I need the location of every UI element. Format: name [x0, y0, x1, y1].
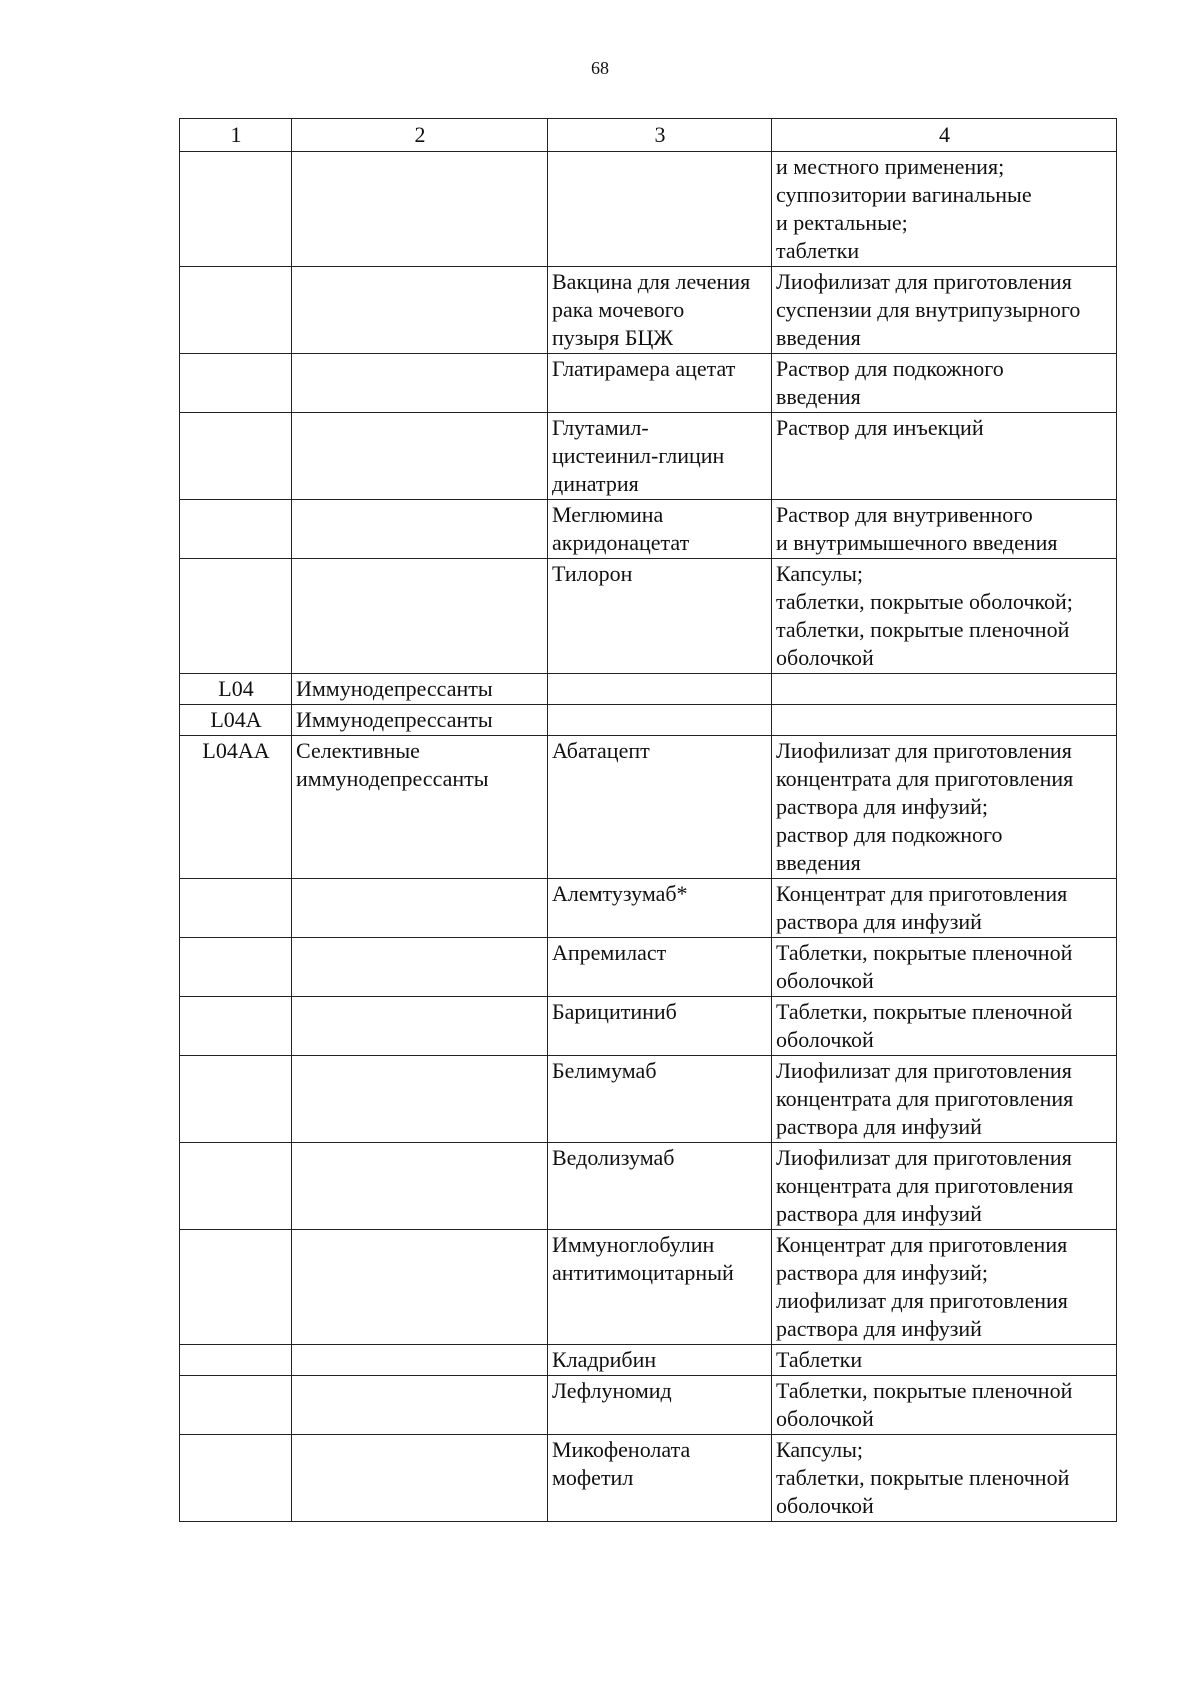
group-name-cell	[292, 500, 548, 559]
atc-code-cell	[180, 354, 292, 413]
drug-name-line: Белимумаб	[552, 1058, 657, 1083]
atc-code-cell	[180, 1143, 292, 1230]
dosage-forms-cell	[772, 705, 1117, 736]
dosage-forms-line: суппозитории вагинальные	[776, 182, 1032, 207]
drug-name-cell	[548, 938, 772, 997]
dosage-forms-cell	[772, 674, 1117, 705]
table-row	[180, 1143, 1117, 1230]
dosage-forms-line: раствора для инфузий;	[776, 794, 989, 819]
dosage-forms-cell	[772, 1435, 1117, 1522]
table-row	[180, 705, 1117, 736]
group-name-cell	[292, 1345, 548, 1376]
column-header-1: 1	[180, 119, 292, 152]
atc-code-cell	[180, 879, 292, 938]
group-name-line: иммунодепрессанты	[296, 766, 489, 791]
table-row	[180, 1230, 1117, 1345]
dosage-forms-line: раствора для инфузий	[776, 1201, 982, 1226]
drug-name-cell	[548, 152, 772, 267]
dosage-forms-cell	[772, 1376, 1117, 1435]
dosage-forms-line: Лиофилизат для приготовления	[776, 1058, 1072, 1083]
drug-name-line: Меглюмина	[552, 502, 664, 527]
atc-code-cell	[180, 1056, 292, 1143]
dosage-forms-line: оболочкой	[776, 968, 874, 993]
dosage-forms-line: оболочкой	[776, 1027, 874, 1052]
dosage-forms-line: концентрата для приготовления	[776, 1173, 1074, 1198]
column-header-2: 2	[292, 119, 548, 152]
dosage-forms-line: раствор для подкожного	[776, 822, 1003, 847]
drug-name-cell	[548, 674, 772, 705]
drug-name-line: Апремиласт	[552, 940, 667, 965]
dosage-forms-cell	[772, 879, 1117, 938]
drug-name-line: Вакцина для лечения	[552, 269, 751, 294]
dosage-forms-line: Лиофилизат для приготовления	[776, 738, 1072, 763]
drug-table	[179, 118, 1117, 1522]
table-row	[180, 938, 1117, 997]
dosage-forms-line: таблетки, покрытые пленочной	[776, 617, 1070, 642]
group-name-cell	[292, 559, 548, 674]
table-row	[180, 413, 1117, 500]
dosage-forms-line: лиофилизат для приготовления	[776, 1288, 1068, 1313]
group-name-cell	[292, 879, 548, 938]
group-name-cell	[292, 705, 548, 736]
drug-name-line: антитимоцитарный	[552, 1260, 734, 1285]
table-row	[180, 1376, 1117, 1435]
drug-name-line: рака мочевого	[552, 297, 685, 322]
drug-name-cell	[548, 354, 772, 413]
atc-code-cell	[180, 1230, 292, 1345]
atc-code-cell: L04AA	[180, 736, 292, 879]
drug-name-cell	[548, 1056, 772, 1143]
group-name-line: Селективные	[296, 738, 420, 763]
dosage-forms-cell	[772, 559, 1117, 674]
dosage-forms-line: Раствор для подкожного	[776, 356, 1004, 381]
page-number: 68	[591, 58, 609, 78]
dosage-forms-line: введения	[776, 325, 861, 350]
group-name-cell	[292, 997, 548, 1056]
table-row	[180, 354, 1117, 413]
dosage-forms-cell	[772, 736, 1117, 879]
dosage-forms-cell	[772, 500, 1117, 559]
dosage-forms-cell	[772, 1345, 1117, 1376]
drug-name-line: Барицитиниб	[552, 999, 677, 1024]
drug-name-cell	[548, 879, 772, 938]
group-name-cell	[292, 1230, 548, 1345]
dosage-forms-cell	[772, 152, 1117, 267]
drug-name-line: Абатацепт	[552, 738, 650, 763]
atc-code-cell	[180, 1435, 292, 1522]
group-name-cell	[292, 1435, 548, 1522]
atc-code-cell	[180, 1376, 292, 1435]
dosage-forms-cell	[772, 997, 1117, 1056]
drug-name-line: Лефлуномид	[552, 1378, 672, 1403]
drug-name-cell	[548, 736, 772, 879]
dosage-forms-line: оболочкой	[776, 645, 874, 670]
dosage-forms-line: Концентрат для приготовления	[776, 1232, 1068, 1257]
atc-code-cell	[180, 152, 292, 267]
dosage-forms-line: таблетки	[776, 238, 860, 263]
dosage-forms-cell	[772, 354, 1117, 413]
column-header-3: 3	[548, 119, 772, 152]
table-row	[180, 736, 1117, 879]
drug-name-cell	[548, 500, 772, 559]
group-name-line: Иммунодепрессанты	[296, 707, 493, 732]
dosage-forms-line: и ректальные;	[776, 210, 908, 235]
dosage-forms-line: Таблетки	[776, 1347, 863, 1372]
table-row	[180, 500, 1117, 559]
dosage-forms-line: Лиофилизат для приготовления	[776, 1145, 1072, 1170]
dosage-forms-cell	[772, 267, 1117, 354]
drug-name-cell	[548, 1345, 772, 1376]
dosage-forms-line: оболочкой	[776, 1493, 874, 1518]
dosage-forms-line: введения	[776, 384, 861, 409]
group-name-cell	[292, 413, 548, 500]
group-name-cell	[292, 674, 548, 705]
header-row	[180, 119, 1117, 152]
dosage-forms-line: Раствор для инъекций	[776, 415, 984, 440]
dosage-forms-line: раствора для инфузий	[776, 1114, 982, 1139]
dosage-forms-line: введения	[776, 850, 861, 875]
dosage-forms-cell	[772, 1230, 1117, 1345]
dosage-forms-line: оболочкой	[776, 1406, 874, 1431]
drug-name-line: Микофенолата	[552, 1437, 691, 1462]
drug-name-line: Тилорон	[552, 561, 633, 586]
dosage-forms-line: концентрата для приготовления	[776, 1086, 1074, 1111]
dosage-forms-line: Таблетки, покрытые пленочной	[776, 940, 1073, 965]
atc-code-cell	[180, 559, 292, 674]
drug-name-line: Алемтузумаб*	[552, 881, 688, 906]
group-name-line: Иммунодепрессанты	[296, 676, 493, 701]
drug-name-line: Ведолизумаб	[552, 1145, 675, 1170]
table-row	[180, 879, 1117, 938]
table-row	[180, 1056, 1117, 1143]
atc-code-cell: L04	[180, 674, 292, 705]
table-body	[180, 152, 1117, 1522]
atc-code-cell	[180, 500, 292, 559]
drug-name-line: мофетил	[552, 1465, 634, 1490]
group-name-cell	[292, 1056, 548, 1143]
atc-code-cell	[180, 267, 292, 354]
dosage-forms-line: таблетки, покрытые пленочной	[776, 1465, 1070, 1490]
dosage-forms-line: раствора для инфузий;	[776, 1260, 989, 1285]
dosage-forms-line: и внутримышечного введения	[776, 530, 1058, 555]
drug-name-cell	[548, 1376, 772, 1435]
drug-name-cell	[548, 413, 772, 500]
drug-name-line: Глатирамера ацетат	[552, 356, 736, 381]
dosage-forms-line: Таблетки, покрытые пленочной	[776, 999, 1073, 1024]
dosage-forms-line: Капсулы;	[776, 1437, 864, 1462]
drug-name-line: цистеинил-глицин	[552, 443, 725, 468]
dosage-forms-line: Раствор для внутривенного	[776, 502, 1033, 527]
atc-code-cell	[180, 938, 292, 997]
drug-name-cell	[548, 559, 772, 674]
column-header-4: 4	[772, 119, 1117, 152]
group-name-cell	[292, 267, 548, 354]
table-row	[180, 559, 1117, 674]
dosage-forms-line: и местного применения;	[776, 154, 1005, 179]
dosage-forms-cell	[772, 938, 1117, 997]
table-row	[180, 1345, 1117, 1376]
dosage-forms-cell	[772, 413, 1117, 500]
dosage-forms-line: концентрата для приготовления	[776, 766, 1074, 791]
dosage-forms-line: Лиофилизат для приготовления	[776, 269, 1072, 294]
table-row	[180, 997, 1117, 1056]
table-row	[180, 674, 1117, 705]
drug-name-cell	[548, 267, 772, 354]
drug-name-cell	[548, 1230, 772, 1345]
drug-name-line: Кладрибин	[552, 1347, 657, 1372]
table-row	[180, 267, 1117, 354]
dosage-forms-line: Таблетки, покрытые пленочной	[776, 1378, 1073, 1403]
group-name-cell	[292, 938, 548, 997]
group-name-cell	[292, 152, 548, 267]
dosage-forms-cell	[772, 1143, 1117, 1230]
drug-name-line: Глутамил-	[552, 415, 649, 440]
group-name-cell	[292, 736, 548, 879]
dosage-forms-cell	[772, 1056, 1117, 1143]
drug-name-cell	[548, 1435, 772, 1522]
atc-code-cell: L04A	[180, 705, 292, 736]
dosage-forms-line: Капсулы;	[776, 561, 864, 586]
dosage-forms-line: раствора для инфузий	[776, 909, 982, 934]
drug-name-line: Иммуноглобулин	[552, 1232, 715, 1257]
dosage-forms-line: Концентрат для приготовления	[776, 881, 1068, 906]
dosage-forms-line: суспензии для внутрипузырного	[776, 297, 1081, 322]
drug-name-cell	[548, 997, 772, 1056]
group-name-cell	[292, 354, 548, 413]
drug-name-cell	[548, 705, 772, 736]
dosage-forms-line: таблетки, покрытые оболочкой;	[776, 589, 1073, 614]
table-row	[180, 1435, 1117, 1522]
atc-code-cell	[180, 413, 292, 500]
table-row	[180, 152, 1117, 267]
dosage-forms-line: раствора для инфузий	[776, 1316, 982, 1341]
group-name-cell	[292, 1376, 548, 1435]
drug-name-line: динатрия	[552, 471, 639, 496]
atc-code-cell	[180, 1345, 292, 1376]
group-name-cell	[292, 1143, 548, 1230]
drug-name-line: акридонацетат	[552, 530, 690, 555]
drug-name-line: пузыря БЦЖ	[552, 325, 674, 350]
drug-name-cell	[548, 1143, 772, 1230]
atc-code-cell	[180, 997, 292, 1056]
